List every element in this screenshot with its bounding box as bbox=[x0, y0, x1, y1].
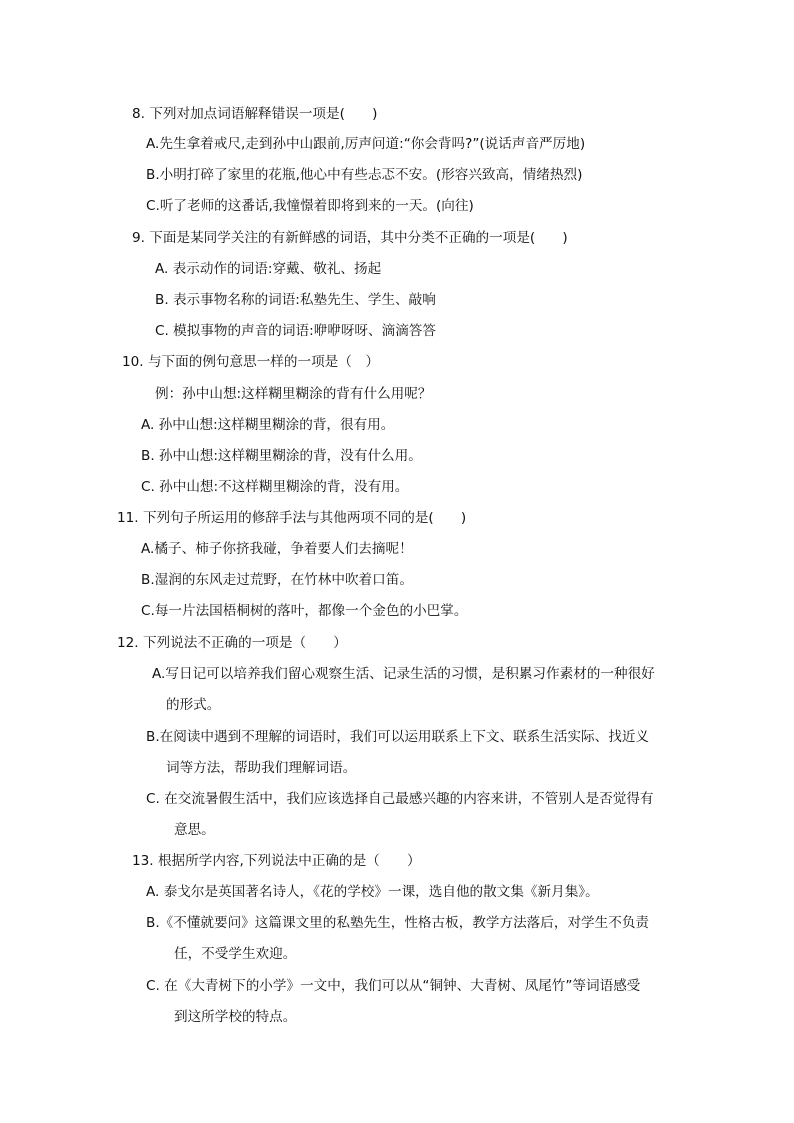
question-8-option-b: B.小明打碎了家里的花瓶,他心中有些忐忑不安。(形容兴致高，情绪热烈) bbox=[146, 167, 583, 183]
question-11-stem: 11. 下列句子所运用的修辞手法与其他两项不同的是( ) bbox=[117, 510, 467, 526]
question-12-stem: 12. 下列说法不正确的一项是（ ） bbox=[117, 635, 347, 651]
question-8-option-a: A.先生拿着戒尺,走到孙中山跟前,厉声问道:“你会背吗?”(说话声音严厉地) bbox=[146, 136, 586, 152]
question-10-option-c: C. 孙中山想:不这样糊里糊涂的背，没有用。 bbox=[141, 479, 409, 495]
question-12-option-b-line1: B.在阅读中遇到不理解的词语时，我们可以运用联系上下文、联系生活实际、找近义 bbox=[146, 729, 650, 745]
question-10-stem: 10. 与下面的例句意思一样的一项是（ ） bbox=[122, 354, 380, 370]
question-12-option-b-line2: 词等方法，帮助我们理解词语。 bbox=[166, 760, 357, 776]
question-11-option-b: B.湿润的东风走过荒野，在竹林中吹着口笛。 bbox=[141, 572, 413, 588]
question-8-stem: 8. 下列对加点词语解释错误一项是( ) bbox=[132, 106, 378, 122]
question-10-option-a: A. 孙中山想:这样糊里糊涂的背，很有用。 bbox=[141, 417, 395, 433]
question-13-option-c-line2: 到这所学校的特点。 bbox=[174, 1009, 297, 1025]
question-9-stem: 9. 下面是某同学关注的有新鲜感的词语，其中分类不正确的一项是( ) bbox=[132, 230, 568, 246]
question-13-option-b-line2: 任，不受学生欢迎。 bbox=[174, 946, 297, 962]
question-9-option-a: A. 表示动作的词语:穿戴、敬礼、扬起 bbox=[155, 261, 382, 277]
question-9-option-b: B. 表示事物名称的词语:私塾先生、学生、敲响 bbox=[155, 292, 436, 308]
question-12-option-c-line1: C. 在交流暑假生活中，我们应该选择自己最感兴趣的内容来讲，不管别人是否觉得有 bbox=[146, 791, 654, 807]
question-13-option-a: A. 泰戈尔是英国著名诗人，《花的学校》一课，选自他的散文集《新月集》。 bbox=[146, 884, 599, 900]
question-13-option-b-line1: B.《不懂就要问》这篇课文里的私塾先生，性格古板，教学方法落后，对学生不负责 bbox=[146, 915, 650, 931]
question-13-option-c-line1: C. 在《大青树下的小学》一文中，我们可以从“铜钟、大青树、凤尾竹”等词语感受 bbox=[146, 978, 641, 994]
question-11-option-c: C.每一片法国梧桐树的落叶，都像一个金色的小巴掌。 bbox=[141, 603, 468, 619]
question-12-option-c-line2: 意思。 bbox=[174, 822, 215, 838]
question-10-example: 例：孙中山想:这样糊里糊涂的背有什么用呢？ bbox=[155, 386, 432, 402]
question-13-stem: 13. 根据所学内容,下列说法中正确的是（ ） bbox=[132, 853, 421, 869]
question-8-option-c: C.听了老师的这番话,我憧憬着即将到来的一天。(向往) bbox=[146, 198, 474, 214]
question-9-option-c: C. 模拟事物的声音的词语:咿咿呀呀、滴滴答答 bbox=[155, 323, 436, 339]
question-12-option-a-line1: A.写日记可以培养我们留心观察生活、记录生活的习惯，是积累习作素材的一种很好 bbox=[152, 666, 655, 682]
question-11-option-a: A.橘子、柿子你挤我碰，争着要人们去摘呢！ bbox=[141, 541, 413, 557]
question-12-option-a-line2: 的形式。 bbox=[166, 697, 221, 713]
question-10-option-b: B. 孙中山想:这样糊里糊涂的背，没有什么用。 bbox=[141, 448, 422, 464]
